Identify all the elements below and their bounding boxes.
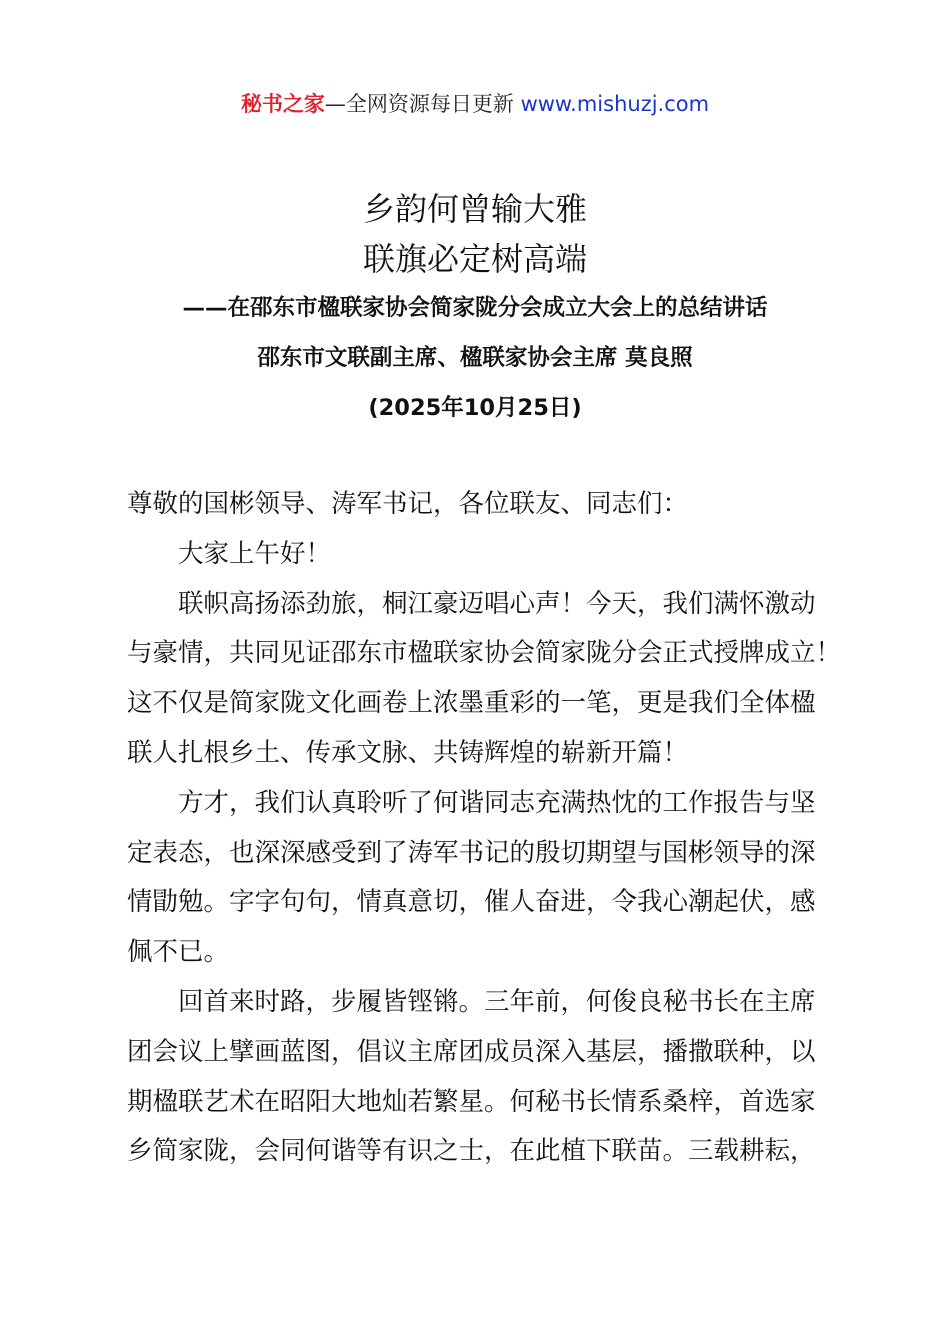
speech-body — [127, 482, 842, 1179]
body-line: 乡简家陇，会同何谐等有识之士，在此植下联苗。三载耕耘， — [127, 1136, 816, 1167]
title-line-1: 乡韵何曾输大雅 — [362, 190, 587, 228]
subtitle: ——在邵东市楹联家协会简家陇分会成立大会上的总结讲话 — [182, 295, 768, 321]
body-line: 这不仅是简家陇文化画卷上浓墨重彩的一笔，更是我们全体楹 — [127, 688, 816, 719]
body-line: 联帜高扬添劲旅，桐江豪迈唱心声！今天，我们满怀激动 — [178, 588, 816, 619]
body-line: 团会议上擘画蓝图，倡议主席团成员深入基层，播撒联种，以 — [127, 1036, 816, 1067]
body-line: 回首来时路，步履皆铿锵。三年前，何俊良秘书长在主席 — [178, 986, 816, 1017]
site-banner — [0, 88, 950, 118]
banner-brand: 秘书之家 — [240, 92, 325, 116]
body-line: 联人扎根乡土、传承文脉、共铸辉煌的崭新开篇！ — [127, 737, 689, 768]
body-line: 定表态，也深深感受到了涛军书记的殷切期望与国彬领导的深 — [127, 837, 816, 868]
body-line: 与豪情，共同见证邵东市楹联家协会简家陇分会正式授牌成立！ — [127, 638, 842, 669]
salutation: 尊敬的国彬领导、涛军书记，各位联友、同志们： — [127, 489, 689, 519]
body-line: 期楹联艺术在昭阳大地灿若繁星。何秘书长情系桑梓，首选家 — [127, 1086, 816, 1117]
body-line: 情勖勉。字字句句，情真意切，催人奋进，令我心潮起伏，感 — [127, 887, 816, 918]
banner-slogan: —全网资源每日更新 — [324, 92, 521, 116]
date-line: (2025年10月25日) — [368, 395, 582, 421]
body-line: 佩不已。 — [127, 937, 230, 968]
author-line: 邵东市文联副主席、楹联家协会主席 莫良照 — [257, 345, 693, 371]
banner-url-link[interactable]: www.mishuzj.com — [520, 92, 710, 116]
body-line: 方才，我们认真聆听了何谐同志充满热忱的工作报告与坚 — [178, 787, 816, 818]
greeting: 大家上午好！ — [178, 538, 332, 569]
title-line-2: 联旗必定树高端 — [362, 240, 587, 278]
